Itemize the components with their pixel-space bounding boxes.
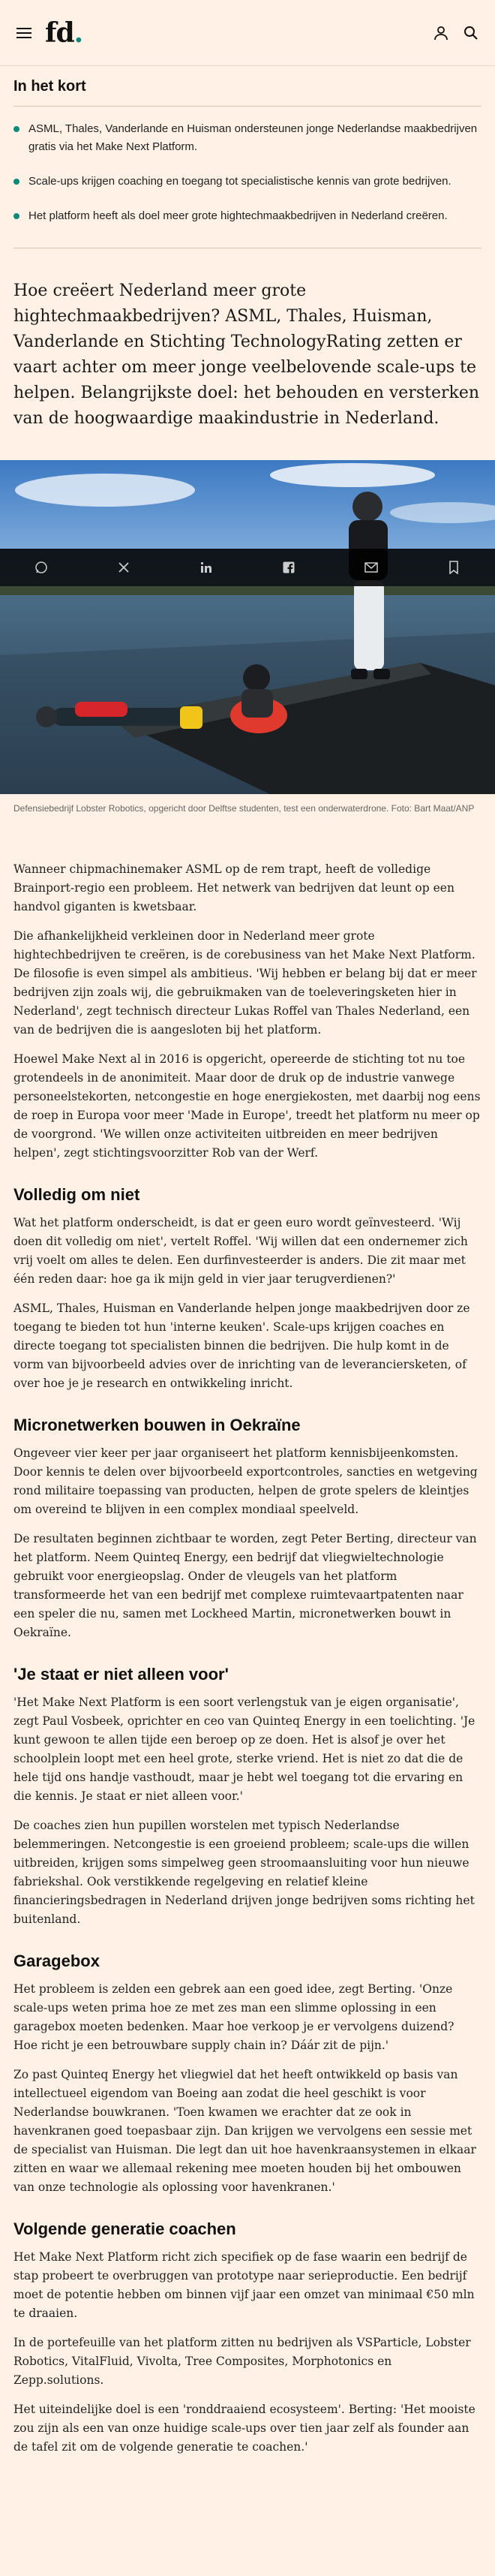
hero-image xyxy=(0,460,495,794)
paragraph: In de portefeuille van het platform zitten nu bedrijven als VSParticle, Lobster Robotics, VitalFluid, Vivolta, Tree Composites, Morphotonics en Zepp.solutions. xyxy=(14,2336,471,2387)
paragraph: 'Het Make Next Platform is een soort verlengstuk van je eigen organisatie', zegt Paul Vosbeek, oprichter en ceo van Quinteq Energy in een toelichting. 'Je kunt gewoon te allen tijde een beroep op ze doen. Het is alsof je over het schoolplein loopt met een heel grote, sterke vriend. Het is niet zo dat die de hele tijd ons handje vasthoudt, maar je hebt wel toegang tot die ervaring en die kennis. Je staat er niet alleen voor.' xyxy=(14,1696,476,1803)
paragraph: Wat het platform onderscheidt, is dat er geen euro wordt geïnvesteerd. 'Wij doen dit volledig om niet', vertelt Roffel. 'Wij willen dat een ondernemer zich vrij voelt om alles te delen. Een durfinvesteerder is anders. Die zit maar met één reden daar: hoe ga ik mijn geld in vier jaar terugverdienen?' xyxy=(14,1216,468,1286)
paragraph: Het probleem is zelden een gebrek aan een goed idee, zegt Berting. 'Onze scale-ups weten prima hoe ze met zes man een slimme oplossing in een garagebox moeten bedenken. Maar hoe verkoop je er vervolgens duizend? Hoe richt je een betrouwbare supply chain in? Dáár zit de pijn.' xyxy=(14,1982,454,2052)
x-icon[interactable] xyxy=(109,552,139,582)
paragraph: Die afhankelijkheid verkleinen door in Nederland meer grote hightechbedrijven te creëren, is de corebusiness van het Make Next Platform. De filosofie is even simpel als ambitieus. 'Wij hebben er belang bij dat er meer bedrijven zijn zoals wij, die gebruikmaken van de toeleveringsketen hier in Nederland', zegt technisch directeur Lukas Roffel van Thales Nederland, een van de bedrijven die is aangesloten bij het platform. xyxy=(14,929,477,1037)
paragraph: Het uiteindelijke doel is een 'ronddraaiend ecosysteem'. Berting: 'Het mooiste zou zijn als een van onze huidige scale-ups over tien jaar zelf als founder aan de tafel zit om de volgende generatie te coachen.' xyxy=(14,2403,476,2454)
lobster-robotics-photo xyxy=(0,460,495,794)
paragraph: Zo past Quinteq Energy het vliegwiel dat het heeft ontwikkeld op basis van intellectueel eigendom van Boeing aan zodat die heel geschikt is voor Nederlandse bouwkranen. 'Toen kwamen we erachter dat ze ook in havenkranen goed toepasbaar zijn. Dan krijgen we vervolgens een sessie met de specialist van Huisman. Die legt dan uit hoe havenkraansystemen in elkaar zitten en waar we allemaal rekening mee moeten houden bij het ombouwen van onze technologie als oplossing voor havenkranen.' xyxy=(14,2068,476,2194)
article-lead: Hoe creëert Nederland meer grote hightechmaakbedrijven? ASML, Thales, Huisman, Vanderlande en Stichting TechnologyRating zetten er vaart achter om meer jonge veelbelovende scale-ups te helpen. Belangrijkste doel: het behouden en versterken van de hoogwaardige maakindustrie in Nederland. xyxy=(14,281,480,428)
summary-title: In het kort xyxy=(14,78,482,107)
section-heading: 'Je staat er niet alleen voor' xyxy=(14,1665,229,1684)
linkedin-icon[interactable] xyxy=(191,552,221,582)
summary-item: Scale-ups krijgen coaching en toegang tot specialistische kennis van grote bedrijven. xyxy=(14,173,482,191)
bullet-icon xyxy=(14,213,20,219)
paragraph: Het Make Next Platform richt zich specifiek op de fase waarin een bedrijf de stap probeert te overbruggen van prototype naar serieproductie. Een bedrijf moet de potentie hebben om binnen vijf jaar een omzet van minimaal €50 mln te draaien. xyxy=(14,2250,475,2320)
share-bar xyxy=(0,549,495,586)
section-heading: Volgende generatie coachen xyxy=(14,2219,236,2238)
account-icon[interactable] xyxy=(434,26,448,41)
fd-logo[interactable]: fd. xyxy=(45,17,83,49)
section-heading: Micronetwerken bouwen in Oekraïne xyxy=(14,1416,301,1434)
mail-icon[interactable] xyxy=(356,552,386,582)
menu-icon[interactable] xyxy=(16,28,32,38)
paragraph: Wanneer chipmachinemaker ASML op de rem trapt, heeft de volledige Brainport-regio een probleem. Het netwerk van bedrijven dat leunt op een handvol giganten is kwetsbaar. xyxy=(14,862,454,913)
search-icon[interactable] xyxy=(464,26,478,41)
summary-box xyxy=(0,66,495,248)
article-body xyxy=(0,815,495,2457)
section-heading: Volledig om niet xyxy=(14,1185,140,1204)
top-bar xyxy=(0,0,495,66)
whatsapp-icon[interactable] xyxy=(26,552,56,582)
paragraph: ASML, Thales, Huisman en Vanderlande helpen jonge maakbedrijven door ze toegang te bieden tot hun 'interne keuken'. Scale-ups krijgen coaches en directe toegang tot specialisten binnen die bedrijven. Die hulp komt in de vorm van bijvoorbeeld advies over de inrichting van de leveranciersketen, of over hoe je je research en ontwikkeling inricht. xyxy=(14,1302,470,1390)
facebook-icon[interactable] xyxy=(274,552,304,582)
bookmark-icon[interactable] xyxy=(439,552,469,582)
photo-caption: Defensiebedrijf Lobster Robotics, opgericht door Delftse studenten, test een onderwaterdrone. Foto: Bart Maat/ANP xyxy=(14,803,475,814)
paragraph: De coaches zien hun pupillen worstelen met typisch Nederlandse belemmeringen. Netcongestie is een groeiend probleem; scale-ups die willen uitbreiden, krijgen soms simpelweg geen stroomaansluiting voor hun nieuwe fabriekshal. Ook verstikkende regelgeving en relatief kleine financieringsbedragen in Nederland drijven jonge bedrijven soms richting het buitenland. xyxy=(14,1819,475,1926)
section-heading: Garagebox xyxy=(14,1952,100,1970)
paragraph: De resultaten beginnen zichtbaar te worden, zegt Peter Berting, directeur van het platform. Neem Quinteq Energy, een bedrijf dat vliegwieltechnologie gebruikt voor energieopslag. Onder de vleugels van het platform transformeerde het van een bedrijf met complexe ruimtevaartpatenten naar een speler die nu, samen met Lockheed Martin, micronetwerken bouwt in Oekraïne. xyxy=(14,1532,477,1639)
brand xyxy=(16,17,82,49)
summary-item: Het platform heeft als doel meer grote hightechmaakbedrijven in Nederland creëren. xyxy=(14,207,482,225)
paragraph: Hoewel Make Next al in 2016 is opgericht, opereerde de stichting tot nu toe grotendeels in de anonimiteit. Maar door de druk op de industrie vanwege personeelstekorten, netcongestie en hoge energiekosten, met daarbij nog eens de roep in Europa voor meer 'Made in Europe', treedt het platform nu meer op de voorgrond. 'We willen onze activiteiten uitbreiden en meer bedrijven helpen', zegt stichtingsvoorzitter Rob van der Werf. xyxy=(14,1052,481,1160)
bullet-icon xyxy=(14,179,20,185)
header-actions xyxy=(434,26,478,41)
bullet-icon xyxy=(14,126,20,132)
summary-item: ASML, Thales, Vanderlande en Huisman ondersteunen jonge Nederlandse maakbedrijven gratis via het Make Next Platform. xyxy=(14,120,482,156)
paragraph: Ongeveer vier keer per jaar organiseert het platform kennisbijeenkomsten. Door kennis te delen over bijvoorbeeld exportcontroles, sancties en wetgeving rond militaire toepassing van producten, helpen de grote spelers de kleintjes om overeind te blijven in een complex mondiaal speelveld. xyxy=(14,1446,478,1516)
summary-list xyxy=(14,107,482,248)
